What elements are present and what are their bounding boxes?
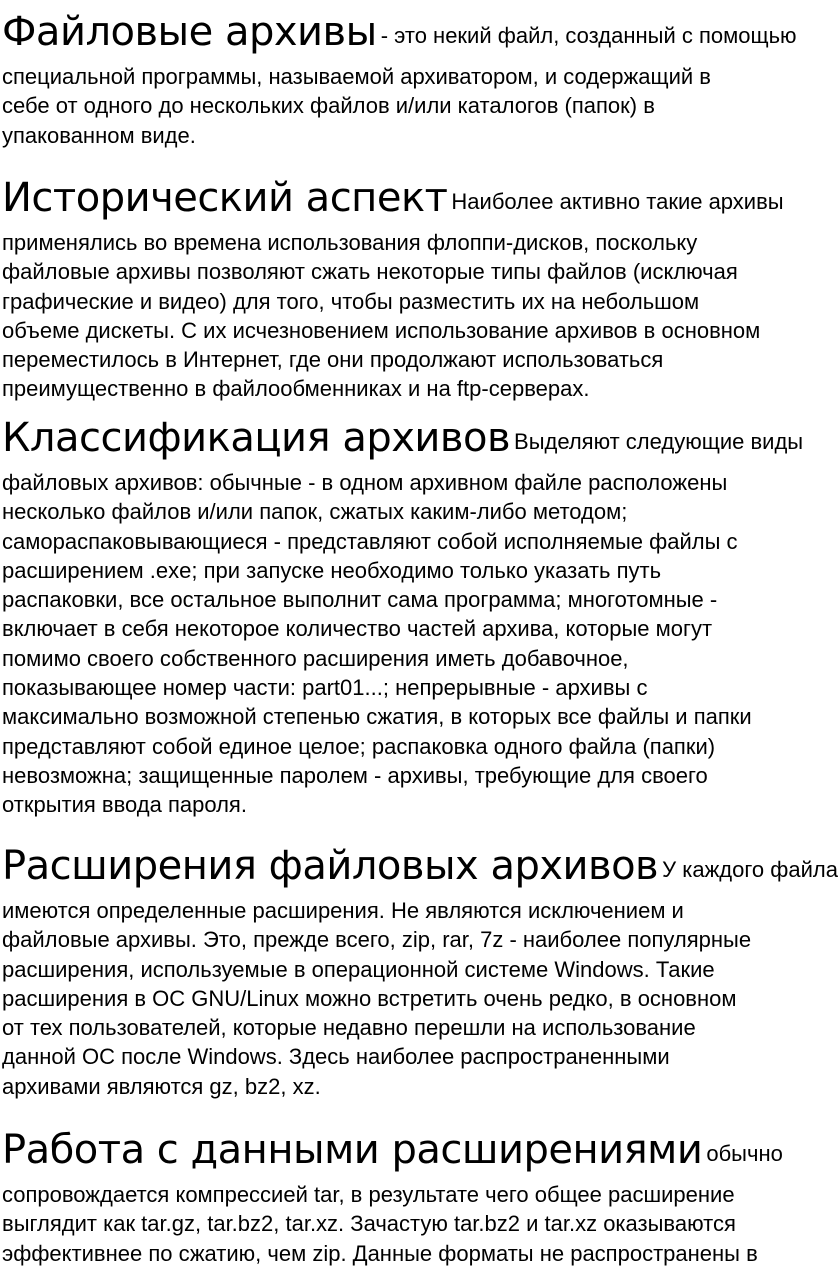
section-classification xyxy=(2,414,812,820)
section-working-with-extensions xyxy=(2,1126,812,1268)
section-heading: Работа с данными расширениями xyxy=(2,1127,703,1173)
section-extensions xyxy=(2,842,838,1101)
section-lead-text: - это некий файл, созданный с помощью xyxy=(380,23,797,48)
section-lead-text: Наиболее активно такие архивы xyxy=(451,189,784,214)
section-lead-text: обычно xyxy=(706,1141,783,1166)
section-lead-text: У каждого файла xyxy=(662,857,838,882)
section-file-archives xyxy=(2,8,812,150)
section-historical-aspect xyxy=(2,174,812,404)
section-heading-row xyxy=(2,842,838,890)
section-heading-row xyxy=(2,414,812,462)
section-body-text: имеются определенные расширения. Не являются исключением и файловые архивы. Это, прежде всего, zip, rar, 7z - наиболее популярные расширения, используемые в операционной системе Windows. Такие расширения в ОС GNU/Linux можно встретить очень редко, в основном от тех пользователей, которые недавно перешли на использование данной ОС после Windows. Здесь наиболее распространенными архивами являются gz, bz2, xz. xyxy=(2,898,752,1099)
section-body-text: сопровождается компрессией tar, в результате чего общее расширение выглядит как tar.gz, tar.bz2, tar.xz. Зачастую tar.bz2 и tar.xz оказываются эффективнее по сжатию, чем zip. Данные форматы не распространены в xyxy=(2,1182,758,1266)
section-body-text: применялись во времена использования флоппи-дисков, поскольку файловые архивы позволяют сжать некоторые типы файлов (исключая графические и видео) для того, чтобы разместить их на небольшом объеме дискеты. С их исчезновением использование архивов в основном переместилось в Интернет, где они продолжают использоваться преимущественно в файлообменниках и на ftp-серверах. xyxy=(2,230,761,402)
section-lead-text: Выделяют следующие виды xyxy=(514,429,804,454)
section-heading: Файловые архивы xyxy=(2,9,377,55)
section-heading-row xyxy=(2,8,812,56)
section-heading: Расширения файловых архивов xyxy=(2,843,659,889)
section-heading-row xyxy=(2,174,812,222)
section-body-text: специальной программы, называемой архиватором, и содержащий в себе от одного до нескольких файлов и/или каталогов (папок) в упакованном виде. xyxy=(2,64,711,148)
section-heading: Исторический аспект xyxy=(2,175,448,221)
section-body-text: файловых архивов: обычные - в одном архивном файле расположены несколько файлов и/или папок, сжатых каким-либо методом; самораспаковывающиеся - представляют собой исполняемые файлы с расширением .exe; при запуске необходимо только указать путь распаковки, все остальное выполнит сама программа; многотомные - включает в себя некоторое количество частей архива, которые могут помимо своего собственного расширения иметь добавочное, показывающее номер части: part01...; непрерывные - архивы с максимально возможной степенью сжатия, в которых все файлы и папки представляют собой единое целое; распаковка одного файла (папки) невозможна; защищенные паролем - архивы, требующие для своего открытия ввода пароля. xyxy=(2,470,752,818)
section-heading: Классификация архивов xyxy=(2,415,511,461)
section-heading-row xyxy=(2,1126,812,1174)
